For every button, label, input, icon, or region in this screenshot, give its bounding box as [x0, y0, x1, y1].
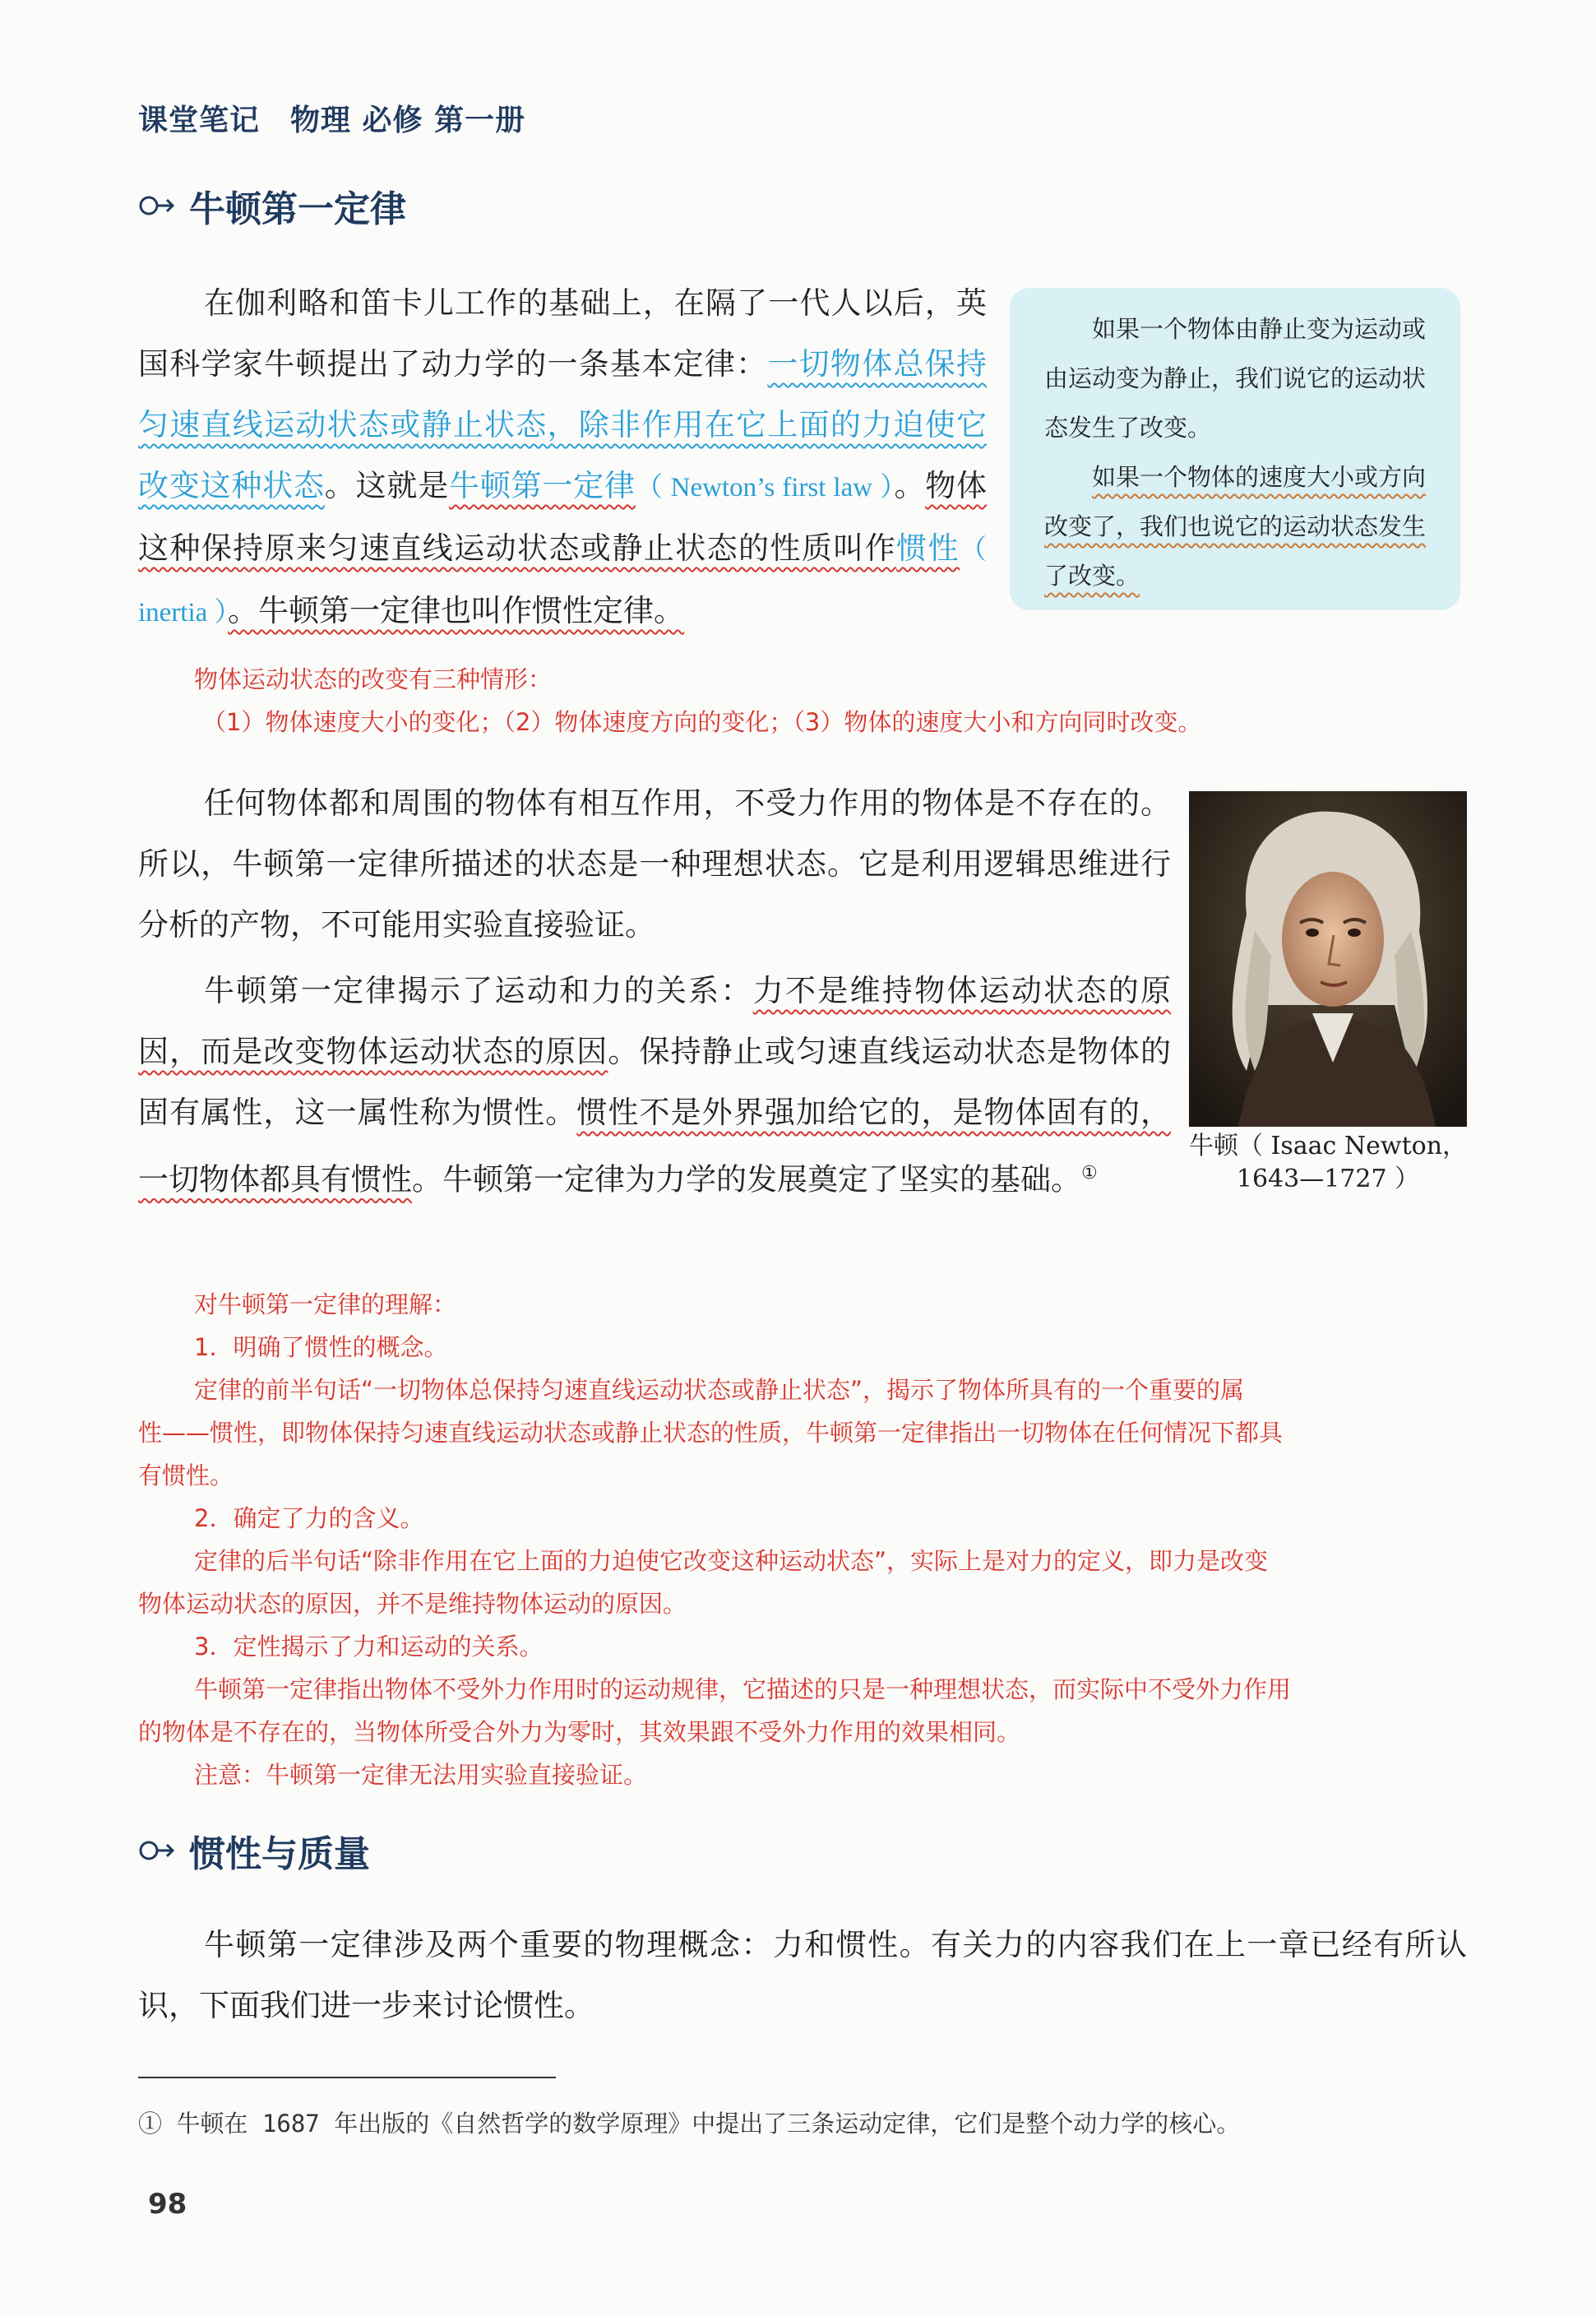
portrait-caption	[1189, 1130, 1467, 1196]
side-note-text-underlined: 如果一个物体的速度大小或方向改变了，我们也说它的运动状态发生了改变。	[1044, 463, 1427, 590]
side-note-text: 如果一个物体由静止变为运动或由运动变为静止，我们说它的运动状态发生了改变。	[1044, 315, 1427, 442]
paragraph-intro-inertia	[138, 1915, 1467, 2036]
note-line: 3．定性揭示了力和运动的关系。	[194, 1633, 544, 1661]
underlined-statement: 力不是维持物体运动状态的原因，而是改变物体运动状态的原因	[138, 973, 1172, 1069]
section-heading-inertia-mass	[138, 1824, 370, 1877]
newton-portrait	[1189, 791, 1467, 1127]
running-header: 课堂笔记 物理 必修 第一册	[138, 104, 526, 137]
caption-line: 1643—1727 ）	[1236, 1165, 1420, 1193]
note-line: （1）物体速度大小的变化；（2）物体速度方向的变化；（3）物体的速度大小和方向同时改变。	[202, 708, 1202, 736]
note-line: 1．明确了惯性的概念。	[194, 1333, 448, 1361]
note-line: 定律的后半句话“除非作用在它上面的力迫使它改变这种运动状态”，实际上是对力的定义，即力是改变	[194, 1547, 1269, 1575]
para-text: 任何物体都和周围的物体有相互作用，不受力作用的物体是不存在的。所以，牛顿第一定律所描述的状态是一种理想状态。它是利用逻辑思维进行分析的产物，不可能用实验直接验证。	[138, 785, 1171, 943]
side-note-box	[1010, 288, 1460, 610]
english-term: （ Newton’s first law ）	[635, 473, 895, 503]
note-line: 有惯性。	[138, 1461, 234, 1489]
footnote-mark: ①	[1081, 1163, 1098, 1183]
circle-arrow-icon	[138, 193, 176, 218]
para-text: 。牛顿第一定律为力学的发展奠定了坚实的基础。	[412, 1161, 1081, 1197]
handwritten-note-1	[194, 658, 1201, 743]
note-line: 物体运动状态的改变有三种情形：	[194, 665, 553, 693]
para-text: 。这就是	[324, 468, 450, 503]
page-number: 98	[148, 2188, 187, 2221]
section-title: 牛顿第一定律	[189, 188, 406, 230]
section-title: 惯性与质量	[189, 1833, 370, 1875]
note-line: 性——惯性，即物体保持匀速直线运动状态或静止状态的性质，牛顿第一定律指出一切物体在任何情况下都具	[138, 1419, 1284, 1447]
note-line: 2．确定了力的含义。	[194, 1504, 424, 1532]
para-text: 在伽利略和笛卡儿工作的基础上，在隔了一代人以后，英国科学家牛顿提出了动力学的一条基本定律：	[138, 285, 987, 382]
paragraph-ideal-state	[138, 773, 1171, 1210]
section-heading-newton-first-law	[138, 179, 406, 232]
para-text: 。牛顿第一定律也叫作惯性定律。	[228, 593, 685, 628]
para-text: 牛顿第一定律揭示了运动和力的关系：	[204, 973, 753, 1008]
paragraph-law	[138, 273, 987, 643]
term-inertia: 惯性	[896, 530, 960, 566]
note-line: 注意：牛顿第一定律无法用实验直接验证。	[194, 1761, 648, 1789]
note-line: 牛顿第一定律指出物体不受外力作用时的运动规律，它描述的只是一种理想状态，而实际中不受外力作用	[194, 1675, 1292, 1703]
para-text: 牛顿第一定律涉及两个重要的物理概念：力和惯性。有关力的内容我们在上一章已经有所认识，下面我们进一步来讨论惯性。	[138, 1927, 1467, 2023]
underlined-statement: 惯性不是外界强加给它的，是物体固有的，一切物体都具有惯性	[138, 1095, 1171, 1197]
law-statement: 一切物体总保持匀速直线运动状态或静止状态，除非作用在它上面的力迫使它改变这种状态	[138, 346, 988, 503]
circle-arrow-icon	[138, 1838, 176, 1863]
footnote-divider	[138, 2077, 556, 2078]
para-text: 。	[894, 468, 926, 503]
footnote: ① 牛顿在 1687 年出版的《自然哲学的数学原理》中提出了三条运动定律，它们是整个动力学的核心。	[138, 2110, 1241, 2138]
term-newton-first-law: 牛顿第一定律	[449, 468, 636, 503]
note-line: 定律的前半句话“一切物体总保持匀速直线运动状态或静止状态”，揭示了物体所具有的一个重要的属	[194, 1376, 1245, 1404]
inertia-definition: 物体这种保持原来匀速直线运动状态或静止状态的性质叫作	[138, 468, 988, 566]
caption-line: 牛顿（ Isaac Newton，	[1189, 1132, 1468, 1160]
english-term: （ inertia ）	[138, 535, 988, 628]
para-text: 。保持静止或匀速直线运动状态是物体的固有属性，这一属性称为惯性。	[138, 1034, 1171, 1130]
note-line: 的物体是不存在的，当物体所受合外力为零时，其效果跟不受外力作用的效果相同。	[138, 1718, 1021, 1746]
handwritten-note-2	[138, 1283, 1467, 1796]
note-line: 物体运动状态的原因，并不是维持物体运动的原因。	[138, 1590, 687, 1618]
note-line: 对牛顿第一定律的理解：	[194, 1290, 457, 1318]
